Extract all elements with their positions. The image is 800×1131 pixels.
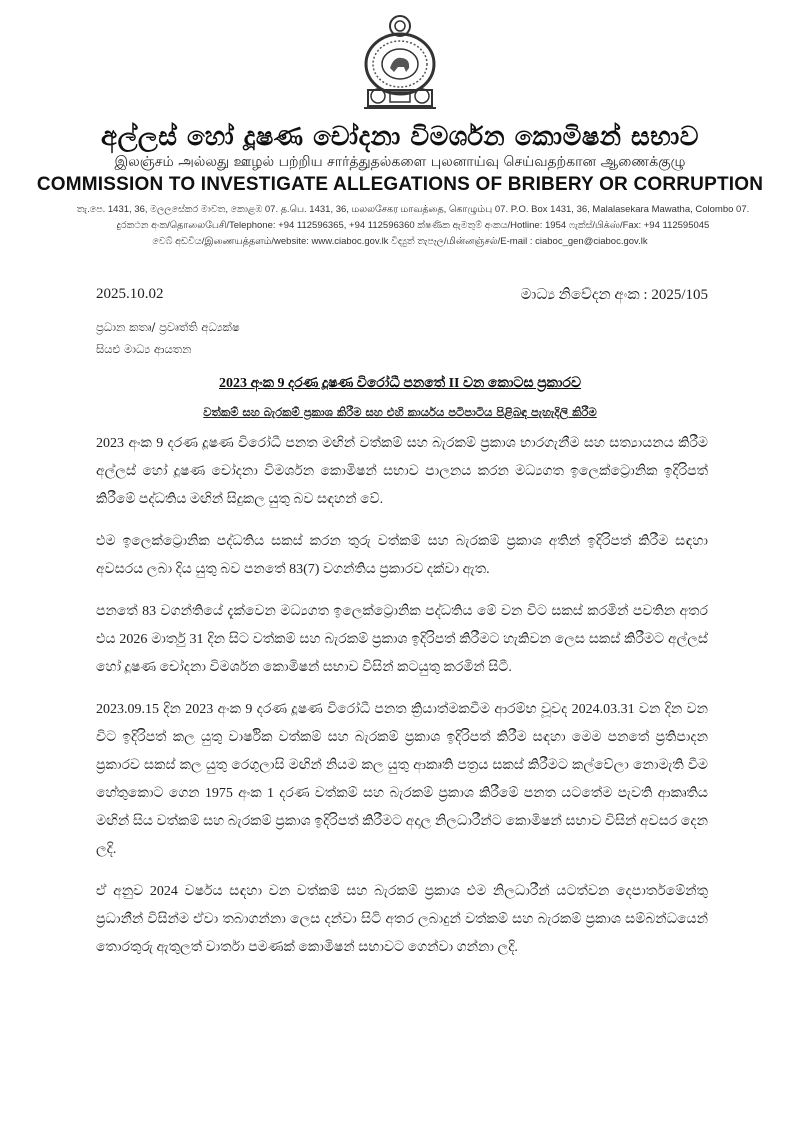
sub-title: වත්කම් සහ බැරකම් ප්‍රකාශ කිරීම සහ එහි කාර්යය පටිපාටිය පිළිබඳ පැහැදිලි කිරීම bbox=[203, 405, 597, 419]
phone-fax-line: දුරකථන අංක/தொலைபேசி/Telephone: +94 112596365, +94 112596360 ක්ෂණික ඇමතුම් අංකය/Hotline: 1954 ෆැක්ස්/பிக்ஸ்/Fax: +94 112595045 bbox=[116, 220, 710, 231]
main-title: 2023 අංක 9 දරණ දූෂණ විරෝධී පනතේ II වන කොටස ප්‍රකාරව bbox=[218, 376, 582, 391]
national-emblem-icon bbox=[354, 12, 446, 112]
paragraph: එම ඉලෙක්ට්‍රොනික පද්ධතිය සකස් කරන තුරු වත්කම් සහ බැරකම් ප්‍රකාශ අතින් ඉදිරිපත් කිරීම සඳහා අවසරය ලබා දිය යුතු බව පනතේ 83(7) වගන්තිය ප්‍රකාරව දක්වා ඇත. bbox=[96, 534, 708, 577]
org-name-tamil: இலஞ்சம் அல்லது ஊழல் பற்றிய சார்த்துதல்களை புலனாய்வு செய்வதற்கான ஆணைக்குழு bbox=[114, 154, 686, 170]
paragraph: 2023.09.15 දින 2023 අංක 9 දරණ දූෂණ විරෝධී පනත ක්‍රියාත්මකවීම ආරම්භ වූවද 2024.03.31 වන දින වන විට ඉදිරිපත් කල යුතු වාර්ෂික වත්කම් සහ බැරකම් ප්‍රකාශ ඉදිරිපත් කිරීම සඳහා මෙම පනතේ ප්‍රතිපාදන ප්‍රකාරව සකස් කල යුතු රෙගුලාසි මඟින් නියම කල යුතු ආකෘති පත්‍රය සකස් කිරීමට කල්වේලා නොමැති වීම හේතුකොට ගෙන 1975 අංක 1 දරණ වත්කම් සහ බැරකම් ප්‍රකාශ කිරීමේ පනත යටතේම පැවති ආකෘතිය මඟින් සිය වත්කම් සහ බැරකම් ප්‍රකාශ ඉදිරිපත් කිරීමට අදාල නිලධාරීන්ට කොමිෂන් සභාව විසින් අවසර දෙන ලදි. bbox=[96, 702, 708, 857]
paragraph: පනතේ 83 වගන්තියේ දැක්වෙන මධ්‍යගත ඉලෙක්ට්‍රොනික පද්ධතිය මේ වන විට සකස් කරමින් පවතින අතර එය 2026 මාර්තු 31 දින සිට වත්කම් සහ බැරකම් ප්‍රකාශ ඉදිරිපත් කිරීමට හැකිවන ලෙස සකස් කිරීමට අල්ලස් හෝ දූෂණ චෝදනා විමර්ශන කොමිෂන් සභාව විසින් කටයුතු කරමින් සිටී. bbox=[96, 604, 708, 675]
release-date: 2025.10.02 bbox=[96, 286, 164, 302]
web-email-line: වෙබ් අඩවිය/இணையத்தளம்/website: www.ciaboc.gov.lk විද්‍යුත් තැපෑල/மின்னஞ்சல்/E-mail : ciaboc_gen@ciaboc.gov.lk bbox=[152, 236, 648, 247]
paragraph: ඒ අනුව 2024 වර්ෂය සඳහා වන වත්කම් සහ බැරකම් ප්‍රකාශ එම නිලධාරීන් යටත්වන දෙපාර්තමේන්තු ප්‍රධානීන් විසින්ම ඒවා තබාගන්නා ලෙස දන්වා සිටි අතර ලබාදුන් වත්කම් සහ බැරකම් ප්‍රකාශ සම්බන්ධයෙන් තොරතුරු ඇතුලත් වාර්තා පමණක් කොමිෂන් සභාවට ගෙන්වා ගන්නා ලදි. bbox=[96, 884, 708, 955]
body-text bbox=[96, 430, 708, 976]
org-name-english: COMMISSION TO INVESTIGATE ALLEGATIONS OF BRIBERY OR CORRUPTION bbox=[36, 174, 764, 195]
address-line: තැ.පෙ. 1431, 36, මලලසේකර මාවත, කොළඹ 07. த.பெ. 1431, 36, மலலசேகர மாவத்தை, கொழும்பு 07. P.O. Box 1431, 36, Malalasekara Mawatha, Colombo 07. bbox=[76, 204, 750, 215]
addressee-line: සියළු මාධ්‍ය ආයතන bbox=[96, 342, 192, 356]
paragraph: 2023 අංක 9 දරණ දූෂණ විරෝධී පනත මඟින් වත්කම් සහ බැරකම් ප්‍රකාශ භාරගැනීම සහ සත්‍යායනය කිරීම අල්ලස් හෝ දූෂණ චෝදනා විමර්ශන කොමිෂන් සභාව පාලනය කරන මධ්‍යගත ඉලෙක්ට්‍රොනික ඉදිරිපත් කිරීමේ පද්ධතිය මඟින් සිදුකල යුතු බව සඳහන් වේ. bbox=[96, 436, 708, 507]
release-number: මාධ්‍ය නිවේදන අංක : 2025/105 bbox=[520, 287, 708, 303]
addressee-line: ප්‍රධාන කතෘ/ ප්‍රවෘත්ති අධ්‍යක්ෂ bbox=[96, 320, 240, 334]
addressee-block bbox=[96, 316, 240, 360]
org-name-sinhala: අල්ලස් හෝ දූෂණ චෝදනා විමර්ශන කොමිෂන් සභාව bbox=[101, 122, 699, 152]
